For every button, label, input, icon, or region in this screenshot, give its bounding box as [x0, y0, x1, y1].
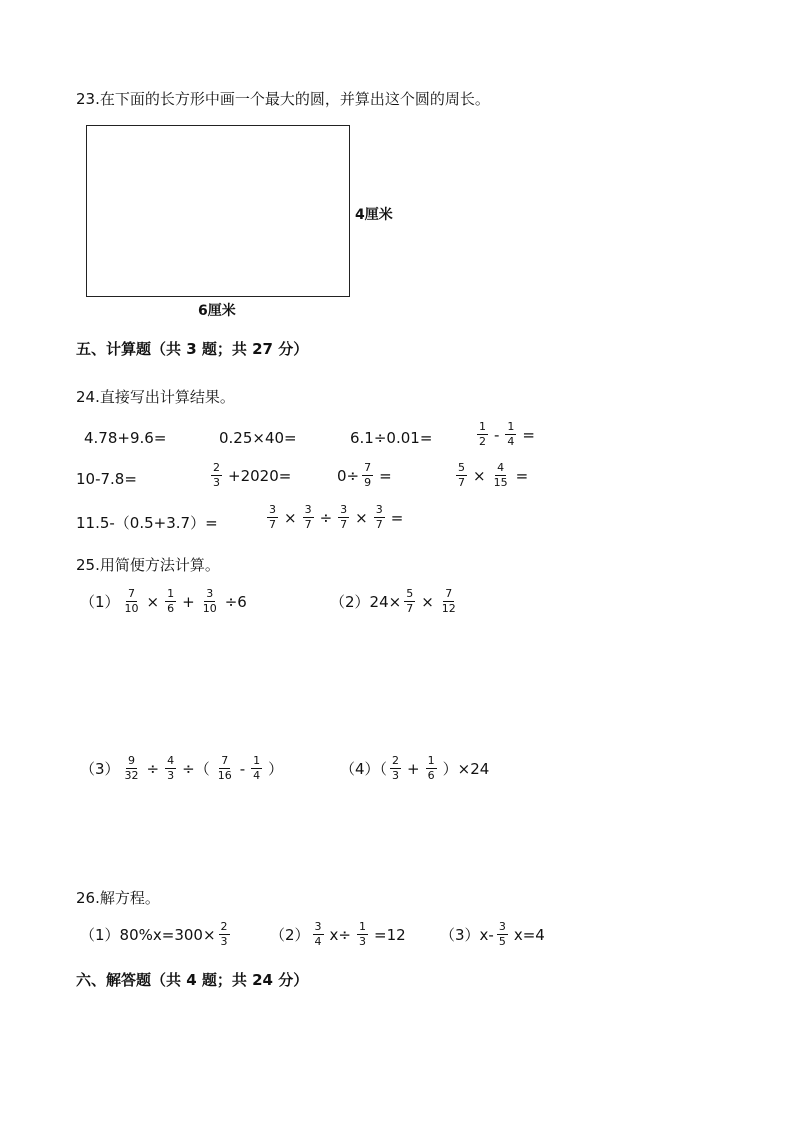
fraction: $\frac{3}{7}$: [304, 503, 312, 531]
fraction: $\frac{5}{7}$: [406, 587, 414, 615]
rect-height-label: 4厘米: [355, 207, 393, 223]
fraction: $\frac{7}{12}$: [441, 587, 456, 615]
q24-expr-3: 6.1÷0.01=: [350, 429, 433, 447]
q24-expr-1: 4.78+9.6=: [84, 429, 167, 447]
q25-problem-3: （3） $\frac{9}{32}$ ÷ $\frac{4}{3}$ ÷（ $\frac{7}{16}$ - $\frac{1}{4}$ ）: [80, 754, 284, 782]
q24-expr-5: 10-7.8=: [76, 470, 137, 488]
q25-title: 25.用简便方法计算。: [76, 556, 220, 574]
fraction: $\frac{3}{7}$: [340, 503, 348, 531]
fraction: $\frac{1}{6}$: [427, 754, 435, 782]
fraction: $\frac{7}{9}$: [364, 461, 372, 489]
q24-expr-8: $\frac{5}{7}$ × $\frac{4}{15}$ =: [458, 461, 529, 489]
fraction: $\frac{1}{6}$: [167, 587, 175, 615]
section-5-heading: 五、计算题（共 3 题；共 27 分）: [76, 340, 309, 358]
q25-problem-1: （1） $\frac{7}{10}$ × $\frac{1}{6}$ + $\frac{3}{10}$ ÷6: [80, 587, 247, 615]
fraction: $\frac{3}{5}$: [498, 920, 506, 948]
q24-expr-4: $\frac{1}{2}$ - $\frac{1}{4}$ =: [479, 420, 535, 448]
fraction: $\frac{3}{7}$: [375, 503, 383, 531]
fraction: $\frac{5}{7}$: [458, 461, 465, 489]
fraction: $\frac{9}{32}$: [124, 754, 139, 782]
section-6-heading: 六、解答题（共 4 题；共 24 分）: [76, 971, 309, 989]
fraction: $\frac{4}{15}$: [493, 461, 508, 489]
q25-problem-2: （2）24× $\frac{5}{7}$ × $\frac{7}{12}$: [330, 587, 456, 615]
fraction: $\frac{3}{10}$: [202, 587, 217, 615]
q24-expr-6: $\frac{2}{3}$ +2020=: [213, 461, 292, 489]
q26-equation-1: （1）80%x=300× $\frac{2}{3}$: [80, 920, 228, 948]
q24-expr-9: 11.5-（0.5+3.7）=: [76, 514, 218, 532]
fraction: $\frac{1}{4}$: [507, 420, 515, 448]
q25-problem-4: （4）（ $\frac{2}{3}$ + $\frac{1}{6}$ ）×24: [340, 754, 490, 782]
fraction: $\frac{3}{7}$: [269, 503, 276, 531]
fraction: $\frac{1}{3}$: [359, 920, 366, 948]
fraction: $\frac{2}{3}$: [220, 920, 228, 948]
q24-expr-2: 0.25×40=: [219, 429, 297, 447]
fraction: $\frac{2}{3}$: [392, 754, 400, 782]
q23-title: 23.在下面的长方形中画一个最大的圆，并算出这个圆的周长。: [76, 90, 490, 108]
q24-title: 24.直接写出计算结果。: [76, 388, 235, 406]
q26-equation-3: （3）x- $\frac{3}{5}$ x=4: [440, 920, 545, 948]
fraction: $\frac{7}{10}$: [124, 587, 139, 615]
fraction: $\frac{1}{2}$: [479, 420, 486, 448]
fraction: $\frac{4}{3}$: [167, 754, 175, 782]
q26-equation-2: （2） $\frac{3}{4}$ x÷ $\frac{1}{3}$ =12: [270, 920, 406, 948]
fraction: $\frac{2}{3}$: [213, 461, 220, 489]
rect-width-label: 6厘米: [198, 303, 236, 319]
q24-expr-10: $\frac{3}{7}$ × $\frac{3}{7}$ ÷ $\frac{3}{7}$ × $\frac{3}{7}$ =: [269, 503, 404, 531]
rectangle-figure: [86, 125, 350, 297]
fraction: $\frac{7}{16}$: [217, 754, 232, 782]
q26-title: 26.解方程。: [76, 889, 160, 907]
q24-expr-7: 0÷ $\frac{7}{9}$ =: [337, 461, 392, 489]
fraction: $\frac{3}{4}$: [314, 920, 322, 948]
fraction: $\frac{1}{4}$: [253, 754, 261, 782]
